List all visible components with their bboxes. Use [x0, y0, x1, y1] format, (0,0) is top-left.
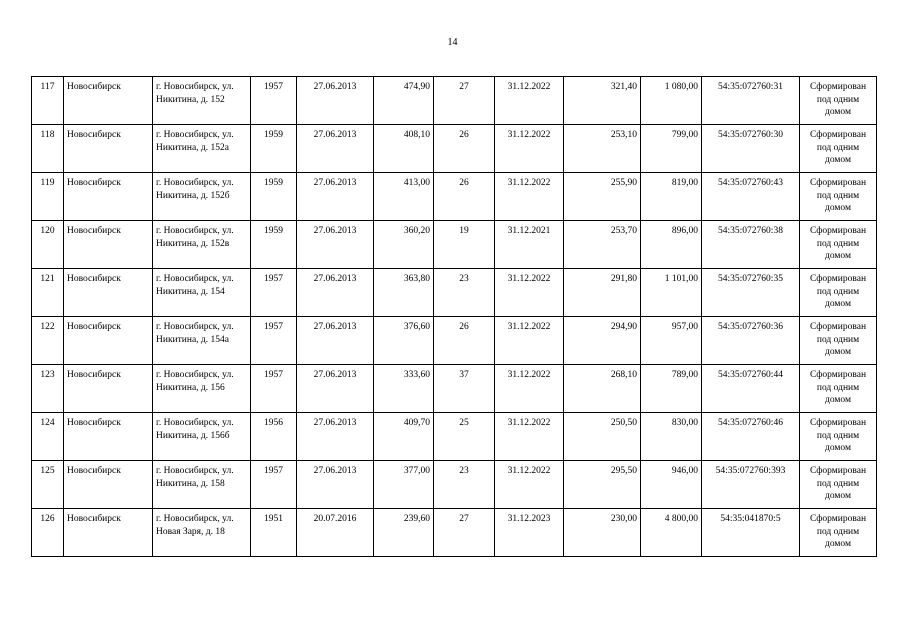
construction-year: 1951: [251, 509, 297, 557]
resettlement-area: 295,50: [564, 461, 641, 509]
total-area: 376,60: [374, 317, 434, 365]
construction-year: 1957: [251, 317, 297, 365]
land-plot-note: Сформирован под одним домом: [800, 221, 877, 269]
residents-count: 25: [434, 413, 495, 461]
residents-count: 27: [434, 77, 495, 125]
land-plot-area: 1 101,00: [641, 269, 702, 317]
municipality: Новосибирск: [64, 173, 153, 221]
land-plot-note: Сформирован под одним домом: [800, 365, 877, 413]
planned-resettlement-date: 31.12.2022: [495, 317, 564, 365]
table-row: [32, 269, 877, 317]
table-row: [32, 317, 877, 365]
land-plot-note: Сформирован под одним домом: [800, 125, 877, 173]
table-row: [32, 173, 877, 221]
municipality: Новосибирск: [64, 365, 153, 413]
municipality: Новосибирск: [64, 221, 153, 269]
construction-year: 1959: [251, 125, 297, 173]
residents-count: 26: [434, 125, 495, 173]
table-body: [32, 77, 877, 557]
row-number: 121: [32, 269, 64, 317]
construction-year: 1957: [251, 77, 297, 125]
house-address: г. Новосибирск, ул. Никитина, д. 158: [153, 461, 251, 509]
recognition-date: 27.06.2013: [297, 125, 374, 173]
total-area: 408,10: [374, 125, 434, 173]
row-number: 122: [32, 317, 64, 365]
row-number: 120: [32, 221, 64, 269]
residents-count: 26: [434, 317, 495, 365]
planned-resettlement-date: 31.12.2021: [495, 221, 564, 269]
resettlement-area: 253,10: [564, 125, 641, 173]
cadastral-number: 54:35:072760:43: [702, 173, 800, 221]
cadastral-number: 54:35:072760:35: [702, 269, 800, 317]
land-plot-note: Сформирован под одним домом: [800, 269, 877, 317]
total-area: 474,90: [374, 77, 434, 125]
municipality: Новосибирск: [64, 269, 153, 317]
house-address: г. Новосибирск, ул. Никитина, д. 154а: [153, 317, 251, 365]
planned-resettlement-date: 31.12.2022: [495, 269, 564, 317]
recognition-date: 27.06.2013: [297, 317, 374, 365]
construction-year: 1959: [251, 221, 297, 269]
resettlement-area: 294,90: [564, 317, 641, 365]
land-plot-area: 789,00: [641, 365, 702, 413]
house-address: г. Новосибирск, ул. Никитина, д. 152а: [153, 125, 251, 173]
total-area: 239,60: [374, 509, 434, 557]
resettlement-area: 255,90: [564, 173, 641, 221]
recognition-date: 27.06.2013: [297, 413, 374, 461]
row-number: 117: [32, 77, 64, 125]
resettlement-area: 291,80: [564, 269, 641, 317]
house-address: г. Новосибирск, ул. Никитина, д. 154: [153, 269, 251, 317]
land-plot-note: Сформирован под одним домом: [800, 77, 877, 125]
cadastral-number: 54:35:072760:38: [702, 221, 800, 269]
table-row: [32, 77, 877, 125]
resettlement-area: 253,70: [564, 221, 641, 269]
row-number: 125: [32, 461, 64, 509]
construction-year: 1956: [251, 413, 297, 461]
house-address: г. Новосибирск, ул. Никитина, д. 152б: [153, 173, 251, 221]
recognition-date: 27.06.2013: [297, 365, 374, 413]
residents-count: 26: [434, 173, 495, 221]
municipality: Новосибирск: [64, 413, 153, 461]
total-area: 360,20: [374, 221, 434, 269]
cadastral-number: 54:35:041870:5: [702, 509, 800, 557]
total-area: 333,60: [374, 365, 434, 413]
recognition-date: 27.06.2013: [297, 269, 374, 317]
planned-resettlement-date: 31.12.2022: [495, 77, 564, 125]
residents-count: 23: [434, 461, 495, 509]
recognition-date: 20.07.2016: [297, 509, 374, 557]
construction-year: 1957: [251, 461, 297, 509]
total-area: 409,70: [374, 413, 434, 461]
land-plot-note: Сформирован под одним домом: [800, 413, 877, 461]
land-plot-note: Сформирован под одним домом: [800, 461, 877, 509]
planned-resettlement-date: 31.12.2022: [495, 461, 564, 509]
municipality: Новосибирск: [64, 509, 153, 557]
land-plot-area: 946,00: [641, 461, 702, 509]
house-address: г. Новосибирск, ул. Никитина, д. 152: [153, 77, 251, 125]
total-area: 377,00: [374, 461, 434, 509]
cadastral-number: 54:35:072760:393: [702, 461, 800, 509]
row-number: 119: [32, 173, 64, 221]
table-row: [32, 365, 877, 413]
cadastral-number: 54:35:072760:44: [702, 365, 800, 413]
land-plot-area: 896,00: [641, 221, 702, 269]
planned-resettlement-date: 31.12.2022: [495, 173, 564, 221]
row-number: 126: [32, 509, 64, 557]
total-area: 413,00: [374, 173, 434, 221]
total-area: 363,80: [374, 269, 434, 317]
construction-year: 1957: [251, 365, 297, 413]
house-address: г. Новосибирск, ул. Никитина, д. 152в: [153, 221, 251, 269]
cadastral-number: 54:35:072760:31: [702, 77, 800, 125]
construction-year: 1959: [251, 173, 297, 221]
planned-resettlement-date: 31.12.2022: [495, 365, 564, 413]
table-row: [32, 221, 877, 269]
table-row: [32, 461, 877, 509]
land-plot-area: 819,00: [641, 173, 702, 221]
planned-resettlement-date: 31.12.2022: [495, 413, 564, 461]
resettlement-area: 230,00: [564, 509, 641, 557]
land-plot-note: Сформирован под одним домом: [800, 509, 877, 557]
recognition-date: 27.06.2013: [297, 173, 374, 221]
land-plot-area: 957,00: [641, 317, 702, 365]
table-row: [32, 413, 877, 461]
municipality: Новосибирск: [64, 317, 153, 365]
housing-registry-table: [31, 76, 877, 557]
land-plot-note: Сформирован под одним домом: [800, 317, 877, 365]
house-address: г. Новосибирск, ул. Никитина, д. 156: [153, 365, 251, 413]
recognition-date: 27.06.2013: [297, 77, 374, 125]
resettlement-area: 250,50: [564, 413, 641, 461]
recognition-date: 27.06.2013: [297, 461, 374, 509]
land-plot-area: 830,00: [641, 413, 702, 461]
planned-resettlement-date: 31.12.2022: [495, 125, 564, 173]
resettlement-area: 268,10: [564, 365, 641, 413]
land-plot-note: Сформирован под одним домом: [800, 173, 877, 221]
residents-count: 19: [434, 221, 495, 269]
land-plot-area: 799,00: [641, 125, 702, 173]
planned-resettlement-date: 31.12.2023: [495, 509, 564, 557]
page-number: 14: [447, 37, 458, 48]
municipality: Новосибирск: [64, 461, 153, 509]
table-row: [32, 125, 877, 173]
row-number: 124: [32, 413, 64, 461]
house-address: г. Новосибирск, ул. Новая Заря, д. 18: [153, 509, 251, 557]
municipality: Новосибирск: [64, 77, 153, 125]
construction-year: 1957: [251, 269, 297, 317]
row-number: 123: [32, 365, 64, 413]
residents-count: 27: [434, 509, 495, 557]
table-row: [32, 509, 877, 557]
house-address: г. Новосибирск, ул. Никитина, д. 156б: [153, 413, 251, 461]
recognition-date: 27.06.2013: [297, 221, 374, 269]
resettlement-area: 321,40: [564, 77, 641, 125]
municipality: Новосибирск: [64, 125, 153, 173]
residents-count: 23: [434, 269, 495, 317]
cadastral-number: 54:35:072760:46: [702, 413, 800, 461]
residents-count: 37: [434, 365, 495, 413]
row-number: 118: [32, 125, 64, 173]
land-plot-area: 4 800,00: [641, 509, 702, 557]
cadastral-number: 54:35:072760:36: [702, 317, 800, 365]
cadastral-number: 54:35:072760:30: [702, 125, 800, 173]
land-plot-area: 1 080,00: [641, 77, 702, 125]
